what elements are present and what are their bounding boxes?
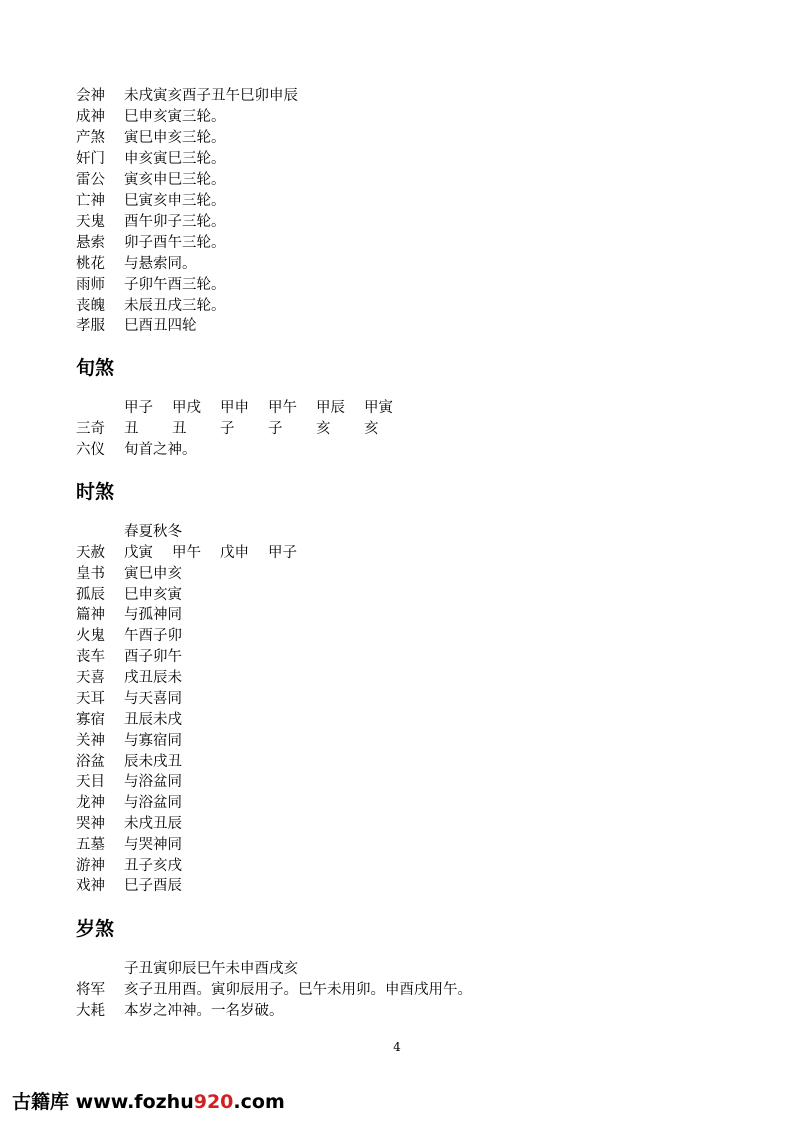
xun-header: 甲戌 xyxy=(172,400,201,416)
term-value: 酉午卯子三轮。 xyxy=(124,214,226,230)
term-label: 天目 xyxy=(76,774,105,790)
term-label: 六仪 xyxy=(76,442,105,458)
term-value: 与寡宿同 xyxy=(124,733,182,749)
sanqi-cell: 子 xyxy=(268,421,283,437)
term-label: 将军 xyxy=(76,982,105,998)
term-value: 卯子酉午三轮。 xyxy=(124,235,226,251)
term-label: 天鬼 xyxy=(76,214,105,230)
xun-header: 甲寅 xyxy=(364,400,393,416)
term-label: 五墓 xyxy=(76,837,105,853)
term-value: 未戌丑辰 xyxy=(124,816,182,832)
footer-site-number: 920 xyxy=(193,1091,234,1113)
term-label: 戏神 xyxy=(76,878,105,894)
term-value: 酉子卯午 xyxy=(124,649,182,665)
footer-brand: 古籍库 xyxy=(12,1091,70,1113)
term-value: 未戌寅亥酉子丑午巳卯申辰 xyxy=(124,88,298,104)
sanqi-cell: 亥 xyxy=(364,421,379,437)
xun-header: 甲辰 xyxy=(316,400,345,416)
term-label: 天喜 xyxy=(76,670,105,686)
term-value: 未辰丑戌三轮。 xyxy=(124,298,226,314)
sanqi-cell: 亥 xyxy=(316,421,331,437)
xun-header: 甲午 xyxy=(268,400,297,416)
term-label: 会神 xyxy=(76,88,105,104)
term-label: 火鬼 xyxy=(76,628,105,644)
term-value: 与浴盆同 xyxy=(124,774,182,790)
term-value: 与悬索同。 xyxy=(124,256,197,272)
term-label: 游神 xyxy=(76,858,105,874)
term-value: 子卯午酉三轮。 xyxy=(124,277,226,293)
section-heading-xunsha: 旬煞 xyxy=(76,357,115,379)
term-value: 丑辰未戌 xyxy=(124,712,182,728)
term-value: 辰未戌丑 xyxy=(124,754,182,770)
term-value: 巳申亥寅 xyxy=(124,587,182,603)
term-label: 三奇 xyxy=(76,421,105,437)
term-value: 申亥寅巳三轮。 xyxy=(124,151,226,167)
tianshe-cell: 戊寅 xyxy=(124,545,153,561)
term-value: 巳子酉辰 xyxy=(124,878,182,894)
term-value: 与孤神同 xyxy=(124,607,182,623)
term-value: 亥子丑用酉。寅卯辰用子。巳午未用卯。申酉戌用午。 xyxy=(124,982,472,998)
term-value: 巳寅亥申三轮。 xyxy=(124,193,226,209)
tianshe-cell: 戊申 xyxy=(220,545,249,561)
term-label: 孤辰 xyxy=(76,587,105,603)
branches-header: 子丑寅卯辰巳午未申酉戌亥 xyxy=(124,961,298,977)
term-value: 寅巳申亥三轮。 xyxy=(124,130,226,146)
term-label: 天赦 xyxy=(76,545,105,561)
footer-site-prefix: www.fozhu xyxy=(75,1091,194,1113)
term-label: 丧车 xyxy=(76,649,105,665)
term-value: 寅巳申亥 xyxy=(124,566,182,582)
term-value: 与哭神同 xyxy=(124,837,182,853)
term-label: 关神 xyxy=(76,733,105,749)
term-label: 产煞 xyxy=(76,130,105,146)
sanqi-cell: 子 xyxy=(220,421,235,437)
term-label: 悬索 xyxy=(76,235,105,251)
term-label: 雨师 xyxy=(76,277,105,293)
term-label: 皇书 xyxy=(76,566,105,582)
term-value: 本岁之冲神。一名岁破。 xyxy=(124,1003,284,1019)
section-heading-shisha: 时煞 xyxy=(76,481,115,503)
term-value: 寅亥申巳三轮。 xyxy=(124,172,226,188)
term-label: 天耳 xyxy=(76,691,105,707)
footer-site-suffix: .com xyxy=(233,1091,285,1113)
footer-watermark xyxy=(12,1088,285,1116)
term-value: 巳酉丑四轮 xyxy=(124,318,197,334)
term-label: 奸门 xyxy=(76,151,105,167)
sanqi-cell: 丑 xyxy=(124,421,139,437)
term-value: 旬首之神。 xyxy=(124,442,197,458)
page-number: 4 xyxy=(393,1040,401,1054)
section-heading-suisha: 岁煞 xyxy=(76,918,115,940)
term-value: 丑子亥戌 xyxy=(124,858,182,874)
term-label: 亡神 xyxy=(76,193,105,209)
term-label: 寡宿 xyxy=(76,712,105,728)
seasons-header: 春夏秋冬 xyxy=(124,524,182,540)
term-label: 龙神 xyxy=(76,795,105,811)
xun-header: 甲申 xyxy=(220,400,249,416)
term-label: 雷公 xyxy=(76,172,105,188)
term-label: 浴盆 xyxy=(76,754,105,770)
tianshe-cell: 甲子 xyxy=(268,545,297,561)
term-value: 午酉子卯 xyxy=(124,628,182,644)
term-label: 篇神 xyxy=(76,607,105,623)
term-label: 丧魄 xyxy=(76,298,105,314)
xun-header: 甲子 xyxy=(124,400,153,416)
term-value: 戌丑辰未 xyxy=(124,670,182,686)
term-label: 桃花 xyxy=(76,256,105,272)
term-label: 大耗 xyxy=(76,1003,105,1019)
sanqi-cell: 丑 xyxy=(172,421,187,437)
tianshe-cell: 甲午 xyxy=(172,545,201,561)
term-label: 孝服 xyxy=(76,318,105,334)
term-value: 与天喜同 xyxy=(124,691,182,707)
term-label: 成神 xyxy=(76,109,105,125)
term-value: 与浴盆同 xyxy=(124,795,182,811)
term-value: 巳申亥寅三轮。 xyxy=(124,109,226,125)
term-label: 哭神 xyxy=(76,816,105,832)
